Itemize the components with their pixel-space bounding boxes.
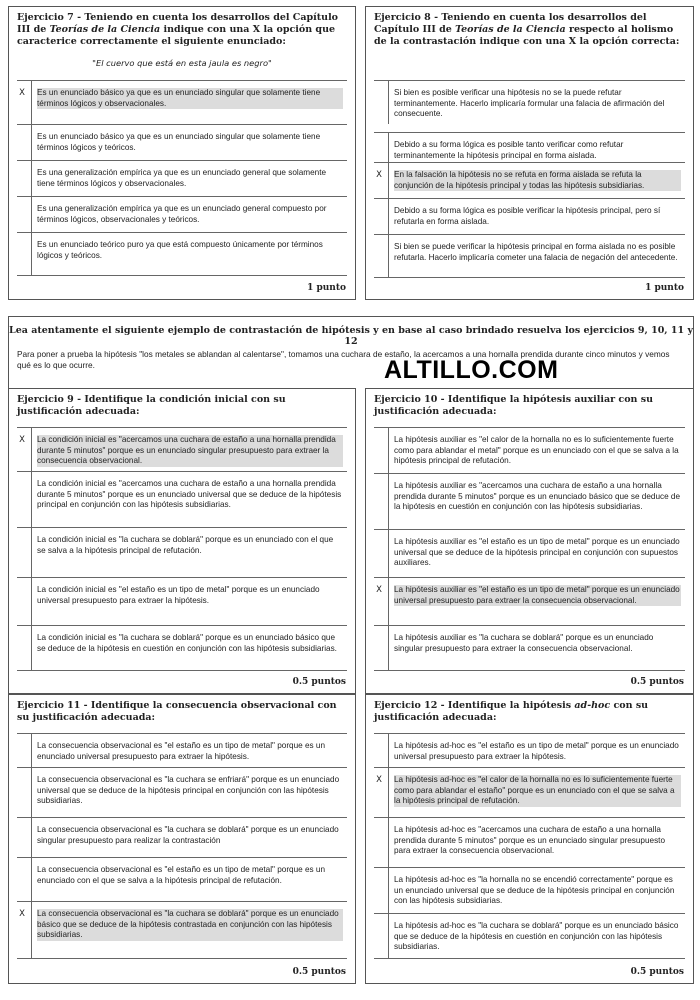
exercise-10-title: Ejercicio 10 - Identifique la hipótesis auxiliar con su justificación adecuada: xyxy=(374,394,654,417)
exercise-12-option-1[interactable] xyxy=(374,733,685,767)
exercise-7-title: Ejercicio 7 - Teniendo en cuenta los desarrollos del Capítulo III de Teorías de la Ciencia indique con una X la opción que caracterice correctamente el siguiente enunciado: xyxy=(17,12,339,47)
option-text: La hipótesis auxiliar es "acercamos una cuchara de estaño a una hornalla prendida durante 5 minutos" porque es un enunciado básico que se deduce de la hipótesis en cuestión en conjunción con las hipótesis subsidiarias. xyxy=(394,481,681,512)
exercise-10-option-1[interactable] xyxy=(374,427,685,473)
exercise-9-option-3[interactable] xyxy=(17,527,347,577)
option-text: La condición inicial es "acercamos una cuchara de estaño a una hornalla prendida durante 5 minutos" porque es un enunciado singular presupuesto para extraer la consecuencia observacional. xyxy=(37,435,343,467)
exercise-7-option-4[interactable] xyxy=(17,196,347,232)
exercise-8-option-2[interactable] xyxy=(374,132,685,162)
exercise-9-option-4[interactable] xyxy=(17,577,347,625)
answer-mark: X xyxy=(19,435,25,445)
option-text: Si bien se puede verificar la hipótesis principal en forma aislada no es posible refutarla. Hacerlo implicaría cometer una falacia de negación del antecedente. xyxy=(394,242,678,262)
option-text: Es un enunciado teórico puro ya que está compuesto únicamente por términos lógicos y teóricos. xyxy=(37,240,323,260)
exercise-7-option-1[interactable] xyxy=(17,80,347,124)
answer-mark: X xyxy=(19,909,25,919)
answer-mark: X xyxy=(376,775,382,785)
exercise-10-option-4[interactable] xyxy=(374,577,685,625)
exercise-12-points: 0.5 puntos xyxy=(630,967,684,977)
exercise-8-option-4[interactable] xyxy=(374,198,685,234)
exercise-10-option-2[interactable] xyxy=(374,473,685,529)
option-text: Debido a su forma lógica es posible verificar la hipótesis principal, pero sí refutarla en forma aislada. xyxy=(394,206,661,226)
option-text: La condición inicial es "la cuchara se doblará" porque es un enunciado con el que se salva a la hipótesis principal de refutación. xyxy=(37,535,334,555)
option-text: Es un enunciado básico ya que es un enunciado singular que solamente tiene términos lógicos y observacionales. xyxy=(37,88,343,109)
case-intro-box xyxy=(8,316,694,388)
option-text: Debido a su forma lógica es posible tanto verificar como refutar terminantemente la hipótesis principal en forma aislada. xyxy=(394,140,624,160)
exercise-11-option-4[interactable] xyxy=(17,857,347,901)
exercise-7-option-5[interactable] xyxy=(17,232,347,276)
exercise-9-option-1[interactable] xyxy=(17,427,347,471)
exercise-7-option-3[interactable] xyxy=(17,160,347,196)
exercise-8-option-3[interactable] xyxy=(374,162,685,198)
exercise-8-points: 1 punto xyxy=(645,283,684,293)
exercise-8-option-5[interactable] xyxy=(374,234,685,278)
exercise-11-title: Ejercicio 11 - Identifique la consecuencia observacional con su justificación adecuada: xyxy=(17,700,337,723)
exercise-9-option-2[interactable] xyxy=(17,471,347,527)
exercise-11-option-5[interactable] xyxy=(17,901,347,959)
case-intro-text: Para poner a prueba la hipótesis "los metales se ablandan al calentarse", tomamos una cuchara de estaño, la acercamos a una hornalla prendida durante cinco minutos y vemos qué es lo que ocurre. xyxy=(17,349,670,370)
option-text: La condición inicial es "acercamos una cuchara de estaño a una hornalla prendida durante 5 minutos" porque es un enunciado universal que se deduce de la hipótesis principal en conjunción con las hipótesis subsidiarias. xyxy=(37,479,342,510)
exercise-12-option-5[interactable] xyxy=(374,913,685,959)
exercise-10-option-3[interactable] xyxy=(374,529,685,577)
exercise-7-points: 1 punto xyxy=(307,283,346,293)
option-text: La condición inicial es "el estaño es un tipo de metal" porque es un enunciado universal presupuesto para extraer la hipótesis. xyxy=(37,585,320,605)
option-text: Es una generalización empírica ya que es un enunciado general compuesto por términos lógicos, observacionales y teóricos. xyxy=(37,204,327,224)
option-text: La hipótesis ad-hoc es "la hornalla no se encendió correctamente" porque es un enunciado universal que se deduce de la hipótesis principal en conjunción con las hipótesis subsidiarias. xyxy=(394,875,675,906)
option-text: La hipótesis auxiliar es "el estaño es un tipo de metal" porque es un enunciado universal que se deduce de la hipótesis principal en conjunción con supuestos auxiliares. xyxy=(394,537,680,568)
exercise-7-box xyxy=(8,6,356,300)
answer-mark: X xyxy=(376,170,382,180)
exercise-9-title: Ejercicio 9 - Identifique la condición inicial con su justificación adecuada: xyxy=(17,394,286,417)
option-text: La hipótesis auxiliar es "el calor de la hornalla no es lo suficientemente fuerte como para ablandar el metal" porque es un enunciado con el que se salva a la hipótesis principal de refutación. xyxy=(394,435,679,466)
option-text: La consecuencia observacional es "el estaño es un tipo de metal" porque es un enunciado con el que se salva a la hipótesis principal de refutación. xyxy=(37,865,326,885)
option-text: La hipótesis ad-hoc es "acercamos una cuchara de estaño a una hornalla prendida durante 5 minutos" porque es un enunciado singular presupuesto para extraer la consecuencia observacional. xyxy=(394,825,666,856)
exercise-8-box xyxy=(365,6,694,300)
option-text: La consecuencia observacional es "el estaño es un tipo de metal" porque es un enunciado universal presupuesto para extraer la hipótesis. xyxy=(37,741,326,761)
option-text: La consecuencia observacional es "la cuchara se doblará" porque es un enunciado singular presupuesto para realizar la contrastación xyxy=(37,825,339,845)
exercise-12-option-2[interactable] xyxy=(374,767,685,817)
option-text: La hipótesis auxiliar es "el estaño es un tipo de metal" porque es un enunciado universal presupuesto para extraer la consecuencia observacional. xyxy=(394,585,680,605)
exercise-11-points: 0.5 puntos xyxy=(292,967,346,977)
exercise-11-box xyxy=(8,694,356,984)
option-text: En la falsación la hipótesis no se refuta en forma aislada se refuta la conjunción de la hipótesis principal y todas las hipótesis subsidiarias. xyxy=(394,170,681,191)
option-text: La hipótesis ad-hoc es "el estaño es un tipo de metal" porque es un enunciado universal presupuesto para extraer la hipótesis. xyxy=(394,741,679,761)
option-text: La hipótesis ad-hoc es "el calor de la hornalla no es lo suficientemente fuerte como para ablandar el estaño" porque es un enunciado con el que se salva a la hipótesis principal de refutación. xyxy=(394,775,681,807)
option-text: La hipótesis ad-hoc es "la cuchara se doblará" porque es un enunciado básico que se deduce de la hipótesis en cuestión en conjunción con las hipótesis subsidiarias. xyxy=(394,921,679,952)
option-text: La condición inicial es "la cuchara se doblará" porque es un enunciado básico que se deduce de la hipótesis en cuestión en conjunción con las hipótesis subsidiarias. xyxy=(37,633,337,653)
option-text: La consecuencia observacional es "la cuchara se doblará" porque es un enunciado básico que se deduce de la hipótesis contrastada en conjunción con las hipótesis subsidiarias. xyxy=(37,909,343,941)
case-intro-title: Lea atentamente el siguiente ejemplo de contrastación de hipótesis y en base al caso brindado resuelva los ejercicios 9, 10, 11 y 12 xyxy=(9,325,693,347)
exercise-12-title: Ejercicio 12 - Identifique la hipótesis ad-hoc con su justificación adecuada: xyxy=(374,700,649,723)
answer-mark: X xyxy=(376,585,382,595)
exercise-11-option-1[interactable] xyxy=(17,733,347,767)
option-text: Es un enunciado básico ya que es un enunciado singular que solamente tiene términos lógicos y teóricos. xyxy=(37,132,321,152)
option-text: La hipótesis auxiliar es "la cuchara se doblará" porque es un enunciado singular presupuesto para extraer la consecuencia observacional. xyxy=(394,633,654,653)
exercise-8-title: Ejercicio 8 - Teniendo en cuenta los desarrollos del Capítulo III de Teorías de la Ciencia respecto al holismo de la contrastación indique con una X la opción correcta: xyxy=(374,12,680,47)
exercise-10-option-5[interactable] xyxy=(374,625,685,671)
answer-mark: X xyxy=(19,88,25,98)
exercise-11-option-3[interactable] xyxy=(17,817,347,857)
exercise-12-option-3[interactable] xyxy=(374,817,685,867)
option-text: Es una generalización empírica ya que es un enunciado general que solamente tiene términos lógicos y observacionales. xyxy=(37,168,327,188)
exercise-8-option-1[interactable] xyxy=(374,80,685,124)
exercise-12-box xyxy=(365,694,694,984)
altillo-watermark: ALTILLO.COM xyxy=(384,356,559,384)
exercise-9-points: 0.5 puntos xyxy=(292,677,346,687)
option-text: La consecuencia observacional es "la cuchara se enfriará" porque es un enunciado universal que se deduce de la hipótesis principal en conjunción con las hipótesis subsidiarias. xyxy=(37,775,340,806)
exercise-9-box xyxy=(8,388,356,694)
exercise-9-option-5[interactable] xyxy=(17,625,347,671)
option-text: Si bien es posible verificar una hipótesis no se la puede refutar terminantemente. Hacerlo implicaría formular una falacia de afirmación del consecuente. xyxy=(394,88,665,119)
exercise-7-sentence: "El cuervo que está en esta jaula es negro" xyxy=(92,58,272,68)
exercise-11-option-2[interactable] xyxy=(17,767,347,817)
exercise-12-option-4[interactable] xyxy=(374,867,685,913)
exercise-10-points: 0.5 puntos xyxy=(630,677,684,687)
exercise-10-box xyxy=(365,388,694,694)
exercise-7-option-2[interactable] xyxy=(17,124,347,160)
